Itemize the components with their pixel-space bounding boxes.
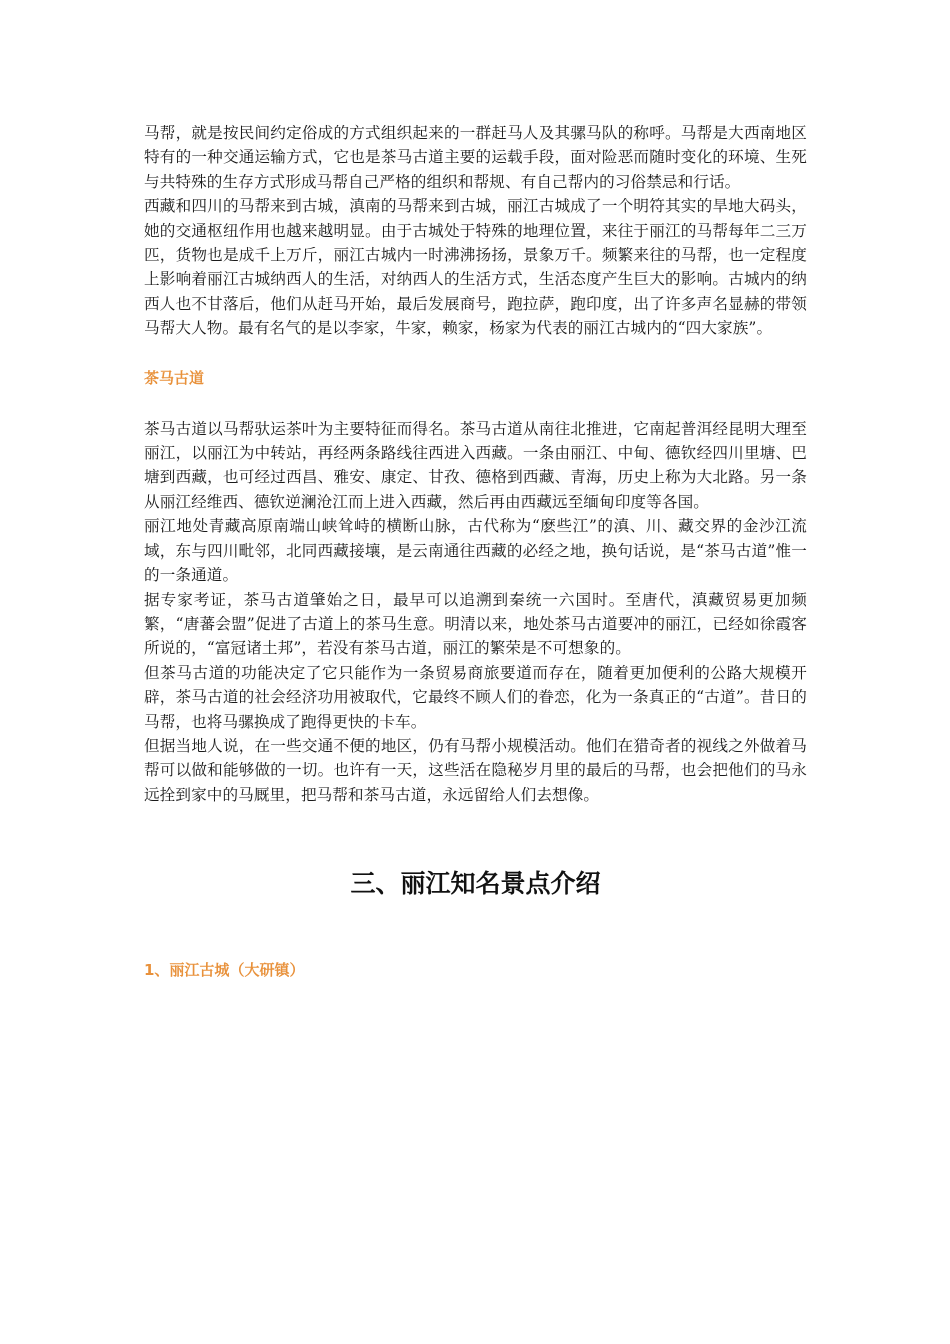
chapter-title: 三、丽江知名景点介绍 [350, 869, 601, 899]
mabang-section [144, 121, 807, 341]
paragraph-tea-horse-decline: 但茶马古道的功能决定了它只能作为一条贸易商旅要道而存在，随着更加便利的公路大规模开辟，茶马古道的社会经济功用被取代，它最终不顾人们的眷恋，化为一条真正的“古道”。昔日的马帮，也将马骡换成了跑得更快的卡车。 [144, 663, 807, 731]
chapter-title-wrapper [144, 867, 807, 901]
paragraph-mabang-lijiang: 西藏和四川的马帮来到古城，滇南的马帮来到古城，丽江古城成了一个明符其实的旱地大码头，她的交通枢纽作用也越来越明显。由于古城处于特殊的地理位置，来往于丽江的马帮每年二三万匹，货物也是成千上万斤，丽江古城内一时沸沸扬扬，景象万千。频繁来往的马帮，也一定程度上影响着丽江古城纳西人的生活，对纳西人的生活方式，生活态度产生巨大的影响。古城内的纳西人也不甘落后，他们从赶马开始，最后发展商号，跑拉萨，跑印度，出了许多声名显赫的带领马帮大人物。最有名气的是以李家，牛家，赖家，杨家为代表的丽江古城内的“四大家族”。 [144, 197, 807, 338]
paragraph-tea-horse-geography: 丽江地处青藏高原南端山峡耸峙的横断山脉，古代称为“麽些江”的滇、川、藏交界的金沙江流域，东与四川毗邻，北同西藏接壤，是云南通往西藏的必经之地，换句话说，是“茶马古道”惟一的一条通道。 [144, 517, 807, 585]
paragraph-mabang-definition: 马帮，就是按民间约定俗成的方式组织起来的一群赶马人及其骡马队的称呼。马帮是大西南地区特有的一种交通运输方式，它也是茶马古道主要的运载手段，面对险恶而随时变化的环境、生死与共特殊的生存方式形成马帮自己严格的组织和帮规、有自己帮内的习俗禁忌和行话。 [144, 124, 807, 191]
section-heading-tea-horse-road: 茶马古道 [144, 368, 205, 387]
tea-horse-section [144, 417, 807, 808]
document-page [144, 121, 807, 980]
paragraph-tea-horse-today: 但据当地人说，在一些交通不便的地区，仍有马帮小规模活动。他们在猎奇者的视线之外做着马帮可以做和能够做的一切。也许有一天，这些活在隐秘岁月里的最后的马帮，也会把他们的马永远拴到家中的马厩里，把马帮和茶马古道，永远留给人们去想像。 [144, 736, 807, 804]
paragraph-tea-horse-history: 据专家考证，茶马古道肇始之日，最早可以追溯到秦统一六国时。至唐代，滇藏贸易更加频繁，“唐蕃会盟”促进了古道上的茶马生意。明清以来，地处茶马古道要冲的丽江，已经如徐霞客所说的，“富冠诸土邦”，若没有茶马古道，丽江的繁荣是不可想象的。 [144, 590, 807, 658]
paragraph-tea-horse-routes: 茶马古道以马帮驮运茶叶为主要特征而得名。茶马古道从南往北推进，它南起普洱经昆明大理至丽江，以丽江为中转站，再经两条路线往西进入西藏。一条由丽江、中甸、德钦经四川里塘、巴塘到西藏，也可经过西昌、雅安、康定、甘孜、德格到西藏、青海，历史上称为大北路。另一条从丽江经维西、德钦逆澜沧江而上进入西藏，然后再由西藏远至缅甸印度等各国。 [144, 419, 807, 511]
section-heading-lijiang-old-town: 1、丽江古城（大研镇） [144, 961, 305, 980]
